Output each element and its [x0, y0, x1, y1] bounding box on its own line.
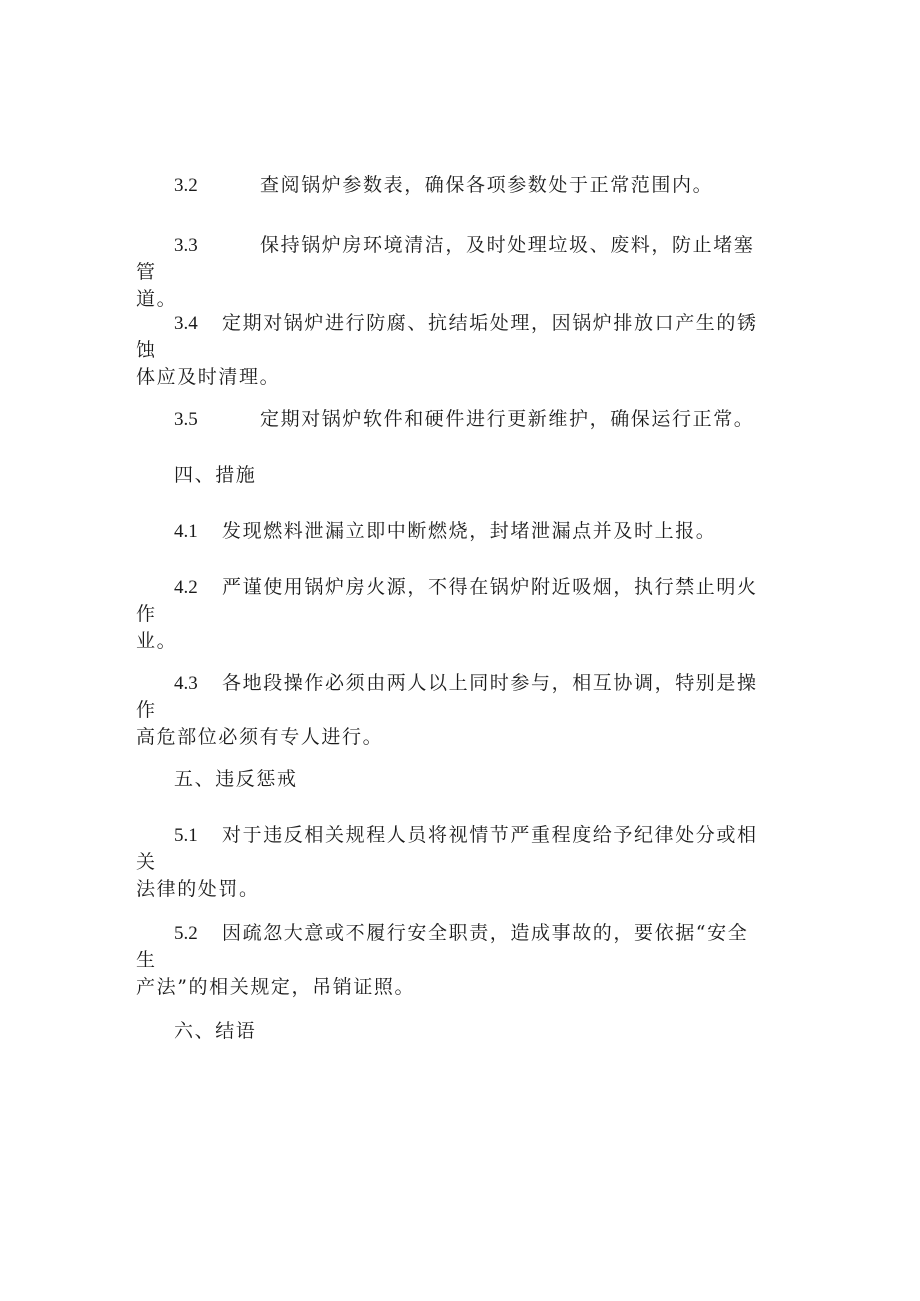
clause-text: 定期对锅炉进行防腐、抗结垢处理，因锅炉排放口产生的锈蚀	[136, 312, 758, 361]
section-heading-4	[136, 462, 766, 489]
clause-text: 因疏忽大意或不履行安全职责，造成事故的，要依据“安全生	[136, 922, 749, 971]
clause-text: 定期对锅炉软件和硬件进行更新维护，确保运行正常。	[260, 408, 755, 430]
paragraph-3-2	[136, 172, 766, 199]
clause-number: 3.3	[174, 235, 198, 256]
paragraph-3-4	[136, 310, 766, 391]
section-heading-text: 五、违反惩戒	[174, 768, 298, 790]
paragraph-3-5	[136, 406, 766, 433]
clause-text: 对于违反相关规程人员将视情节严重程度给予纪律处分或相关	[136, 824, 758, 873]
section-heading-text: 六、结语	[174, 1020, 257, 1042]
clause-text-continuation: 法律的处罚。	[136, 878, 260, 900]
clause-text: 查阅锅炉参数表，确保各项参数处于正常范围内。	[260, 174, 714, 196]
clause-text: 各地段操作必须由两人以上同时参与，相互协调，特别是操作	[136, 672, 758, 721]
clause-number: 3.2	[174, 175, 198, 196]
clause-number: 3.5	[174, 409, 198, 430]
clause-number: 4.2	[174, 577, 198, 598]
paragraph-3-3	[136, 232, 766, 313]
clause-number: 5.2	[174, 923, 198, 944]
clause-text: 保持锅炉房环境清洁，及时处理垃圾、废料，防止堵塞管	[136, 234, 755, 283]
section-heading-6	[136, 1018, 766, 1045]
clause-text-continuation: 高危部位必须有专人进行。	[136, 726, 384, 748]
paragraph-4-3	[136, 670, 766, 751]
paragraph-5-2	[136, 920, 766, 1001]
clause-number: 4.3	[174, 673, 198, 694]
clause-text-continuation: 业。	[136, 630, 178, 652]
paragraph-4-2	[136, 574, 766, 655]
clause-text-continuation: 道。	[136, 288, 178, 310]
clause-text-continuation: 产法”的相关规定，吊销证照。	[136, 976, 416, 998]
clause-text: 严谨使用锅炉房火源，不得在锅炉附近吸烟，执行禁止明火作	[136, 576, 758, 625]
clause-number: 4.1	[174, 521, 198, 542]
paragraph-5-1	[136, 822, 766, 903]
clause-number: 5.1	[174, 825, 198, 846]
clause-text-continuation: 体应及时清理。	[136, 366, 281, 388]
section-heading-5	[136, 766, 766, 793]
section-heading-text: 四、措施	[174, 464, 257, 486]
paragraph-4-1	[136, 518, 766, 545]
clause-number: 3.4	[174, 313, 198, 334]
clause-text: 发现燃料泄漏立即中断燃烧，封堵泄漏点并及时上报。	[222, 520, 717, 542]
